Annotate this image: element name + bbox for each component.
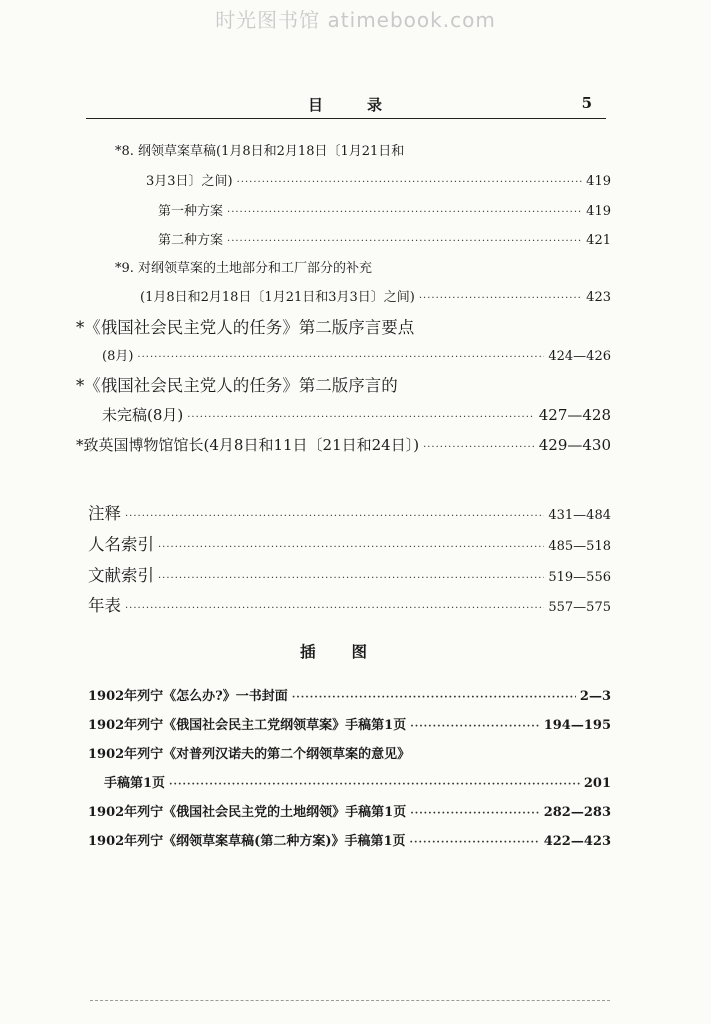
appendix-entry <box>88 592 611 616</box>
illustration-entry <box>88 714 611 733</box>
appendix-entry-page: 557—575 <box>548 600 611 615</box>
illustration-entry-page: 194—195 <box>543 718 611 733</box>
leader-dots <box>125 511 544 522</box>
leader-dots <box>410 837 540 848</box>
toc-entry <box>76 372 611 396</box>
toc-entry-text: *9. 对纲领草案的土地部分和工厂部分的补充 <box>115 261 373 276</box>
toc-entry-text: 未完稿(8月) <box>102 406 184 424</box>
toc-entry <box>102 404 611 425</box>
illustration-entry-text: 手稿第1页 <box>104 776 166 791</box>
leader-dots <box>227 207 582 218</box>
leader-dots <box>292 692 576 703</box>
toc-entry <box>140 286 611 305</box>
toc-entry-text: *致英国博物馆馆长(4月8日和11日〔21日和24日〕) <box>76 436 420 454</box>
illustration-entry-page: 201 <box>583 776 611 791</box>
leader-dots <box>158 542 544 553</box>
leader-dots <box>410 808 539 819</box>
toc-entry-text: 第二种方案 <box>158 233 224 248</box>
leader-dots <box>158 573 544 584</box>
toc-entry-text: *《俄国社会民主党人的任务》第二版序言要点 <box>76 318 415 337</box>
toc-entry-page: 423 <box>586 290 611 305</box>
header-title: 目录 <box>308 96 427 114</box>
toc-entry-page: 419 <box>586 174 611 189</box>
appendix-entry-page: 519—556 <box>548 570 611 585</box>
illustration-entry <box>88 830 611 849</box>
toc-entry-page: 427—428 <box>538 406 611 424</box>
toc-entry <box>146 170 611 189</box>
scan-artifact-line <box>90 1000 610 1001</box>
illustration-entry <box>88 685 611 704</box>
appendix-entry <box>88 562 611 586</box>
appendix-entry-text: 年表 <box>88 596 121 615</box>
illustration-entry <box>88 743 611 762</box>
leader-dots <box>187 412 534 423</box>
toc-entry-page: 424—426 <box>548 349 611 364</box>
toc-entry-text: 第一种方案 <box>158 204 224 219</box>
appendix-entry <box>88 531 611 555</box>
page-header <box>86 94 606 119</box>
illustration-entry-text: 1902年列宁《怎么办?》一书封面 <box>88 689 288 704</box>
appendix-entry-page: 485—518 <box>548 539 611 554</box>
illustration-entry-page: 2—3 <box>579 689 611 704</box>
illustration-entry-page: 282—283 <box>543 805 611 820</box>
leader-dots <box>137 352 544 363</box>
leader-dots <box>419 293 582 304</box>
leader-dots <box>125 603 544 614</box>
toc-entry <box>158 229 611 248</box>
toc-entry-text: *8. 纲领草案草稿(1月8日和2月18日〔1月21日和 <box>115 144 405 159</box>
toc-entry <box>102 345 611 364</box>
toc-entry-page: 421 <box>586 233 611 248</box>
leader-dots <box>423 442 535 453</box>
toc-entry <box>76 434 611 455</box>
toc-entry-page: 429—430 <box>538 436 611 454</box>
toc-entry <box>76 314 611 338</box>
toc-entry <box>115 257 611 276</box>
illustration-entry-text: 1902年列宁《俄国社会民主工党纲领草案》手稿第1页 <box>88 718 407 733</box>
toc-entry <box>158 200 611 219</box>
illustration-entry <box>88 801 611 820</box>
toc-entry <box>115 140 611 159</box>
illustration-entry-text: 1902年列宁《纲领草案草稿(第二种方案)》手稿第1页 <box>88 834 406 849</box>
toc-entry-page: 419 <box>586 204 611 219</box>
illustration-entry <box>104 772 611 791</box>
toc-entry-text: *《俄国社会民主党人的任务》第二版序言的 <box>76 376 398 395</box>
leader-dots <box>410 721 539 732</box>
appendix-entry-page: 431—484 <box>548 508 611 523</box>
leader-dots <box>237 177 583 188</box>
illustration-entry-page: 422—423 <box>543 834 611 849</box>
illustrations-title: 插图 <box>300 642 404 661</box>
leader-dots <box>169 779 580 790</box>
leader-dots <box>227 236 582 247</box>
appendix-entry <box>88 500 611 524</box>
appendix-entry-text: 人名索引 <box>88 535 154 554</box>
illustration-entry-text: 1902年列宁《对普列汉诺夫的第二个纲领草案的意见》 <box>88 747 411 762</box>
toc-entry-text: (8月) <box>102 349 134 364</box>
toc-entry-text: (1月8日和2月18日〔1月21日和3月3日〕之间) <box>140 290 415 305</box>
header-page-number: 5 <box>581 94 592 112</box>
appendix-entry-text: 文献索引 <box>88 566 154 585</box>
illustration-entry-text: 1902年列宁《俄国社会民主党的土地纲领》手稿第1页 <box>88 805 407 820</box>
watermark-text: 时光图书馆 atimebook.com <box>215 8 496 32</box>
toc-entry-text: 3月3日〕之间) <box>146 174 233 189</box>
appendix-entry-text: 注释 <box>88 504 121 523</box>
